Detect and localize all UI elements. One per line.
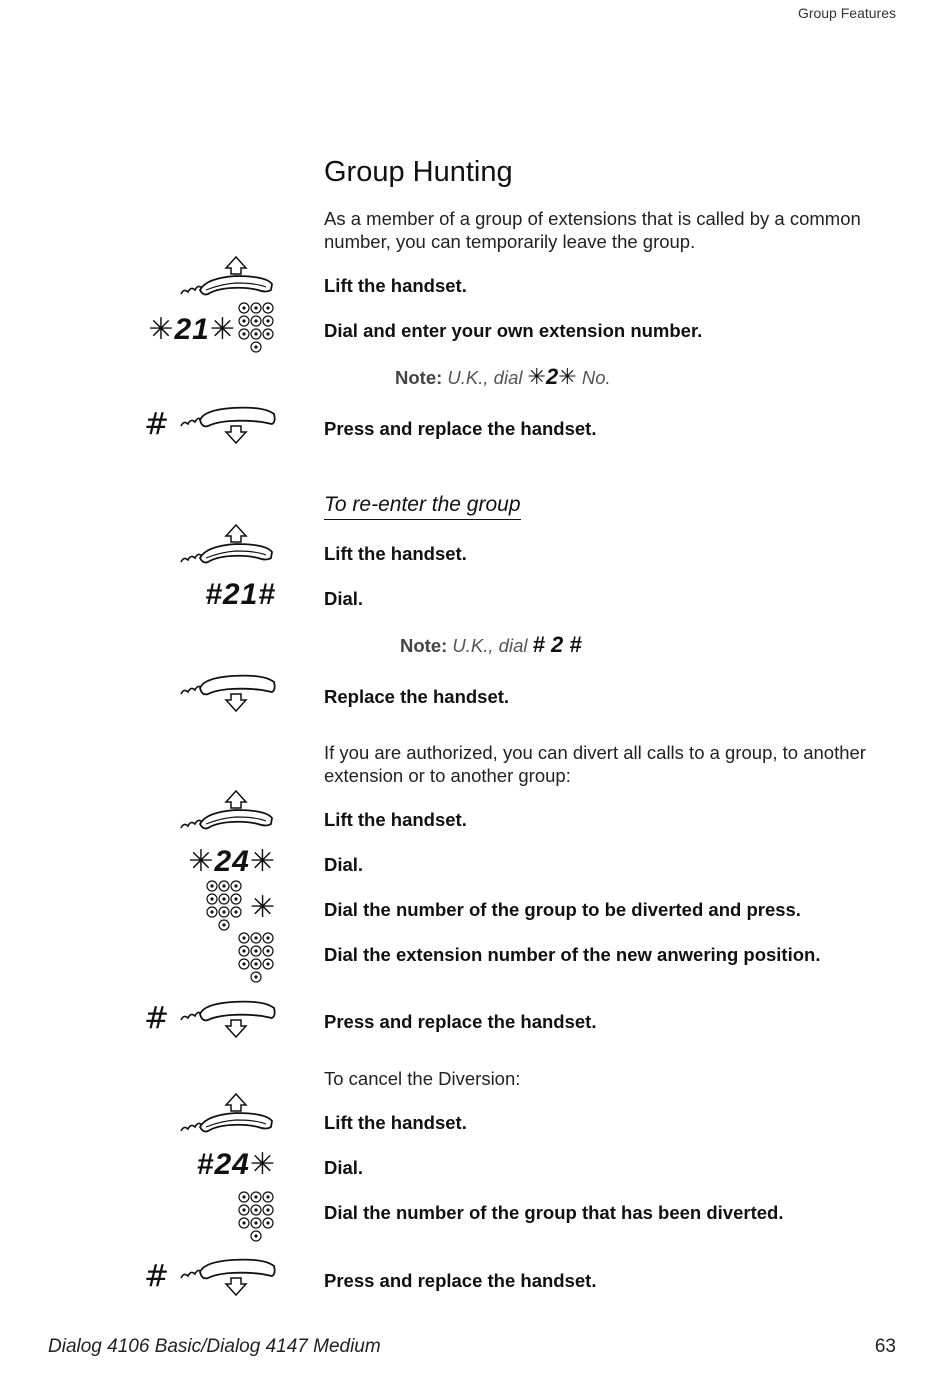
page-number: 63 — [874, 1336, 896, 1357]
step-dial-group-number: Dial the number of the group to be diverted and press. — [324, 899, 801, 920]
reenter-heading: To re-enter the group — [324, 493, 521, 520]
note-text: U.K., dial — [452, 635, 528, 656]
step-press-replace: Press and replace the handset. — [324, 1270, 597, 1291]
keypad-icon — [237, 301, 277, 356]
note-label: Note: — [400, 635, 448, 656]
note-label: Note: — [395, 367, 443, 388]
hash-key-icon: # — [144, 1259, 170, 1294]
replace-handset-icon — [176, 996, 276, 1042]
note-uk — [395, 364, 611, 390]
replace-handset-icon — [176, 1254, 276, 1300]
step-dial-diverted-group: Dial the number of the group that has been diverted. — [324, 1202, 784, 1223]
star-key-icon: ✳ — [250, 891, 277, 924]
hash-key-icon: # — [144, 407, 170, 442]
step-dial: Dial. — [324, 1157, 364, 1178]
step-dial: Dial. — [324, 854, 364, 875]
note-code: # 2 # — [532, 632, 582, 657]
step-lift-handset: Lift the handset. — [324, 275, 467, 296]
divert-paragraph: If you are authorized, you can divert all calls to a group, to another extension or to another group: — [324, 742, 866, 786]
replace-handset-icon — [176, 402, 276, 448]
lift-handset-icon — [176, 522, 276, 568]
keypad-icon — [237, 1190, 277, 1245]
lift-handset-icon — [176, 254, 276, 300]
note-uk — [400, 632, 582, 658]
step-dial: Dial. — [324, 588, 364, 609]
running-header: Group Features — [797, 5, 896, 21]
step-dial-own-extension: Dial and enter your own extension number. — [324, 320, 703, 341]
lift-handset-icon — [176, 1091, 276, 1137]
dial-code-21: ✳21✳ — [148, 313, 236, 346]
step-lift-handset: Lift the handset. — [324, 809, 467, 830]
keypad-icon — [237, 931, 277, 986]
note-text: U.K., dial — [447, 367, 523, 388]
footer-product: Dialog 4106 Basic/Dialog 4147 Medium — [48, 1336, 381, 1357]
intro-paragraph: As a member of a group of extensions that is called by a common number, you can temporarily leave the group. — [324, 208, 861, 252]
step-lift-handset: Lift the handset. — [324, 1112, 467, 1133]
step-lift-handset: Lift the handset. — [324, 543, 467, 564]
dial-code-hash24: #24✳ — [196, 1148, 276, 1181]
step-replace-handset: Replace the handset. — [324, 686, 510, 707]
step-dial-extension-number: Dial the extension number of the new anwering position. — [324, 944, 821, 965]
step-press-replace: Press and replace the handset. — [324, 1011, 597, 1032]
page-title: Group Hunting — [324, 156, 513, 188]
lift-handset-icon — [176, 788, 276, 834]
cancel-paragraph: To cancel the Diversion: — [324, 1068, 521, 1089]
dial-code-hash21: #21# — [205, 578, 276, 611]
keypad-icon — [205, 879, 245, 934]
dial-code-24: ✳24✳ — [188, 845, 276, 878]
hash-key-icon: # — [144, 1001, 170, 1036]
note-suffix: No. — [581, 367, 611, 388]
replace-handset-icon — [176, 670, 276, 716]
note-code: ✳2✳ — [527, 364, 577, 389]
step-press-replace: Press and replace the handset. — [324, 418, 597, 439]
